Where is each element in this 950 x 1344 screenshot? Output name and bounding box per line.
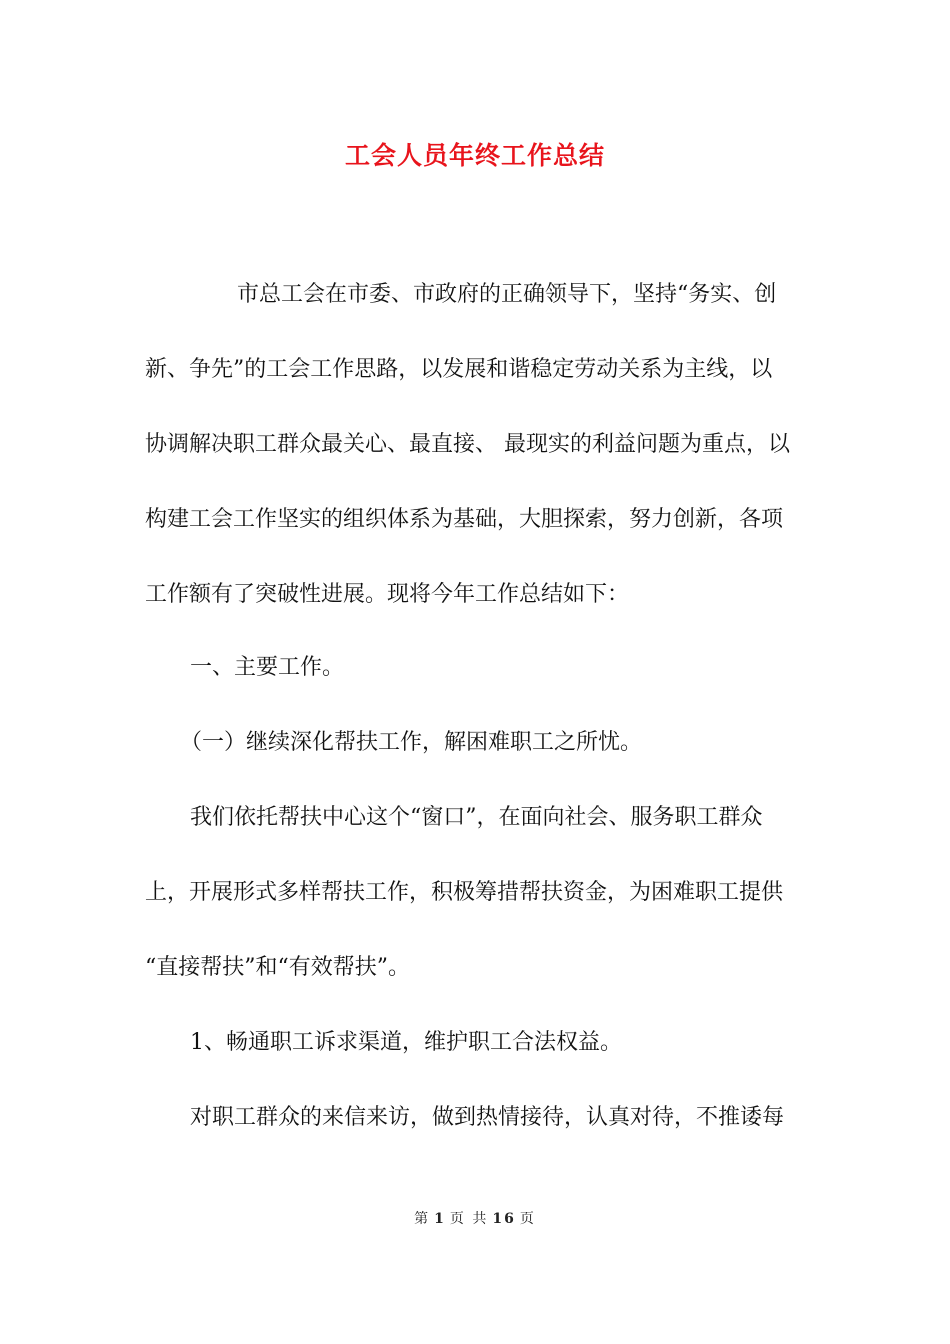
- footer-prefix: 第: [414, 1211, 431, 1227]
- paragraph-line: 市总工会在市委、市政府的正确领导下，坚持“务实、创: [237, 282, 777, 307]
- footer-suffix: 页: [519, 1211, 536, 1227]
- paragraph-line: “直接帮扶”和“有效帮扶”。: [145, 955, 410, 980]
- footer-middle: 页 共: [449, 1211, 489, 1227]
- paragraph-line: 构建工会工作坚实的组织体系为基础，大胆探索，努力创新，各项: [145, 507, 784, 532]
- footer-total-pages: 16: [492, 1211, 516, 1227]
- document-title: 工会人员年终工作总结: [344, 141, 605, 170]
- paragraph-line: 新、争先”的工会工作思路，以发展和谐稳定劳动关系为主线，以: [145, 357, 773, 382]
- page-footer: [0, 1208, 950, 1228]
- footer-current-page: 1: [434, 1211, 446, 1227]
- subsection-heading: （一）继续深化帮扶工作，解困难职工之所忧。: [180, 730, 643, 755]
- paragraph-line: 工作额有了突破性进展。现将今年工作总结如下：: [145, 582, 630, 607]
- numbered-heading: 1、畅通职工诉求渠道，维护职工合法权益。: [190, 1030, 622, 1055]
- paragraph-line: 上，开展形式多样帮扶工作，积极筹措帮扶资金，为困难职工提供: [145, 880, 784, 905]
- paragraph-line: 我们依托帮扶中心这个“窗口”，在面向社会、服务职工群众: [190, 805, 763, 830]
- paragraph-line: 对职工群众的来信来访，做到热情接待，认真对待，不推诿每: [190, 1105, 785, 1130]
- paragraph-line: 协调解决职工群众最关心、最直接、 最现实的利益问题为重点，以: [145, 432, 790, 457]
- section-heading: 一、主要工作。: [190, 655, 345, 680]
